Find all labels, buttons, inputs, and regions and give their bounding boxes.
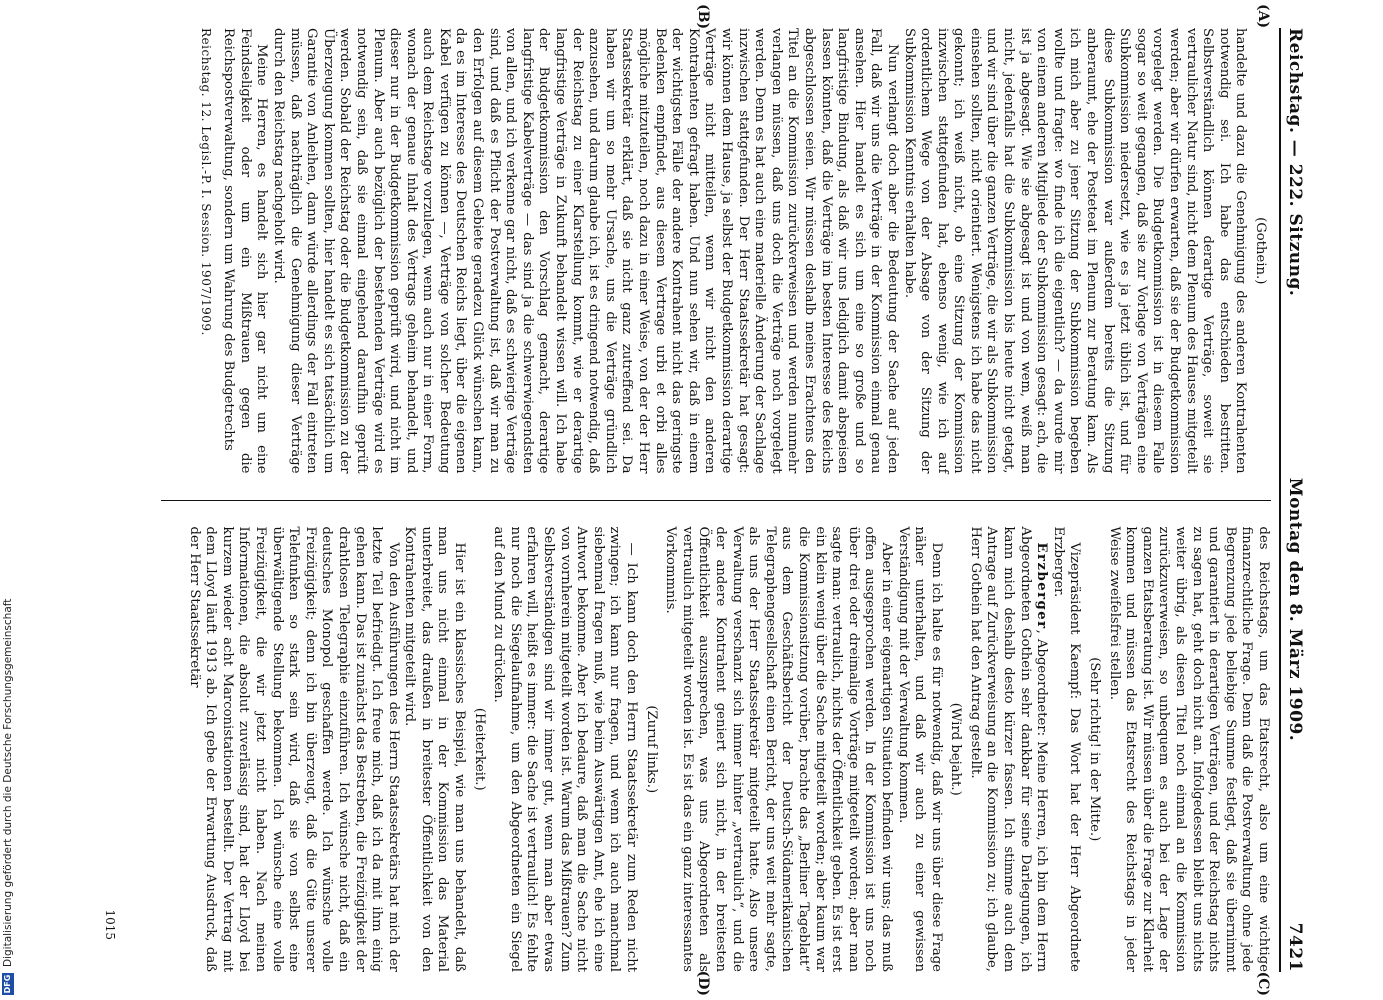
speaker-name: Erzberger — [1034, 542, 1050, 630]
interjection: (Wird bejaht.) — [948, 702, 964, 796]
speaker-paragraph — [966, 527, 1049, 973]
paragraph: — Ich kann doch den Herrn Staatssekretär zum Reden nicht zwingen; ich kann nur fragen, und wenn ich auch manchmal siebenmal fragen muß, wie beim Auswärtigen Amt, ehe ich eine Antwort bekomme. Aber ich bedaure, daß man die Sache nicht von vornherein mitgeteilt worden ist. Warum das Mißtrauen? Zum Selbstverständigen sind wir immer gut, wenn man aber etwas erfahren will, heißt es immer: die Sache ist vertraulich! Es fehlte nur noch die Siegelaufnahme, um den Abgeordneten ein Siegel auf den Mund zu drücken. — [491, 526, 640, 972]
sheet-number: 1015 — [103, 909, 117, 940]
paragraph: Denn ich halte es für notwendig, daß wir uns über diese Frage näher unterhalten, und daß wir auch zu einer gewissen Verständigung mit der Verwaltung kommen. — [895, 526, 944, 972]
document-page — [63, 0, 1323, 1000]
page-header — [1279, 28, 1305, 972]
right-column — [161, 526, 1271, 996]
paragraph: Von den Ausführungen des Herrn Staatssekretärs hat mich der letzte Teil befriedigt. Ich freue mich, daß ich da mit ihm einig gehen kann. Das ist zunächst das Bestreben, die Freizügigkeit der drahtlosen Telegraphie einzuführen. Ich wünsche nicht, daß ein deutsches Monopol geschaffen werde. Ich wünsche volle Freizügigkeit; denn ich bin überzeugt, daß die Güte unserer Telefunken so stark sein wird, daß sie von selbst eine überwältigende Stellung bekommen. Ich wünsche eine volle Freizügigkeit, die wir jetzt nicht haben. Nach meinen Informationen, die absolut zuverlässig sind, hat der Lloyd bei kurzem wieder acht Marconistationen bestellt. Der Vertrag mit dem Lloyd läuft 1913 ab. Ich gebe der Erwartung Ausdruck, daß der Herr Staatssekretär — [186, 526, 401, 972]
interjection: (Zuruf links.) — [643, 705, 659, 794]
interjection: (Sehr richtig! in der Mitte.) — [1087, 657, 1103, 842]
chair-announcement: Vizepräsident Kaempf: Das Wort hat der Herr Abgeordnete Erzberger. — [1050, 526, 1083, 972]
speaker-intro: , Abgeordneter: Meine Herren, ich bin dem Herrn Abgeordneten Gothein sehr dankbar für seine Darlegungen, ich kann mich deshalb desto kürzer fassen. Ich stimme auch dem Antrage auf Zurückverweisung an die Kommission zu; ich glaube, Herr Gothein hat den Antrag gestellt. — [967, 526, 1050, 972]
page-number: 7421 — [1285, 922, 1305, 972]
margin-mark-d: (D) — [695, 970, 711, 996]
paragraph: Nun verlangt doch aber die Bedeutung der Sache auf jeden Fall, daß wir uns die Verträge in der Kommission einmal genau ansehen. Hier handelt es sich um eine so große und so langfristige Bindung, als daß wir uns lediglich damit abspeisen lassen könnten, daß die Verträge im besten Interesse des Reichs abgeschlossen seien. Wir müssen deshalb meines Erachtens den Titel an die Kommission zurückverweisen und werden nunmehr verlangen müssen, daß uns doch die Verträge noch vorgelegt werden. Denn es hat auch eine materielle Änderung der Sachlage inzwischen stattgefunden. Der Herr Staatssekretär hat gesagt: wir können dem Hause, ja selbst der Budgetkommission derartige Verträge nicht mitteilen, wenn wir nicht den anderen Kontrahenten gefragt haben. Und nun sehen wir, daß in einem der wichtigsten Fälle der andere Kontrahent nicht das geringste Bedenken empfindet, aus diesem Vertrage urbi et orbi alles mögliche mitzuteilen, noch dazu in einer Weise, von der der Herr Staatssekretär erklärt, daß sie nicht ganz zutreffend sei. Da haben wir um so mehr Ursache, uns die Verträge gründlich anzusehen, und darum glaube ich, ist es dringend notwendig, daß der Reichstag zu einer Klarstellung kommt, wie er derartige langfristige Verträge in Zukunft behandelt wissen will. Ich habe der Budgetkommission den Vorschlag gemacht, derartige langfristige Kabelverträge — das sind ja die schwerwiegendsten von allen, und ich verkenne gar nicht, daß es schwierige Verträge sind, und daß es Pflicht der Postverwaltung ist, daß wir man zu den Erfolgen auf diesem Gebiete geradezu Glück wünschen kann, da es im Interesse des Deutschen Reichs liegt, über die eigenen Kabel verfügen zu können —, Verträge von solcher Bedeutung auch dem Reichstage vorzulegen, wenn auch nur in einer Form, wonach der genaue Inhalt des Vertrags geheim behandelt, und dieser nur in der Budgetkommission geprüft wird, und nicht im Plenum. Aber auch bezüglich der bestehenden Verträge wird es notwendig sein, daß sie einmal eingehend daraufhin geprüft werden. Sobald der Reichstag oder die Budgetkommission zu der Überzeugung kommen sollten, hier handelt es sich tatsächlich um Garantie von Anleihen, dann würde allerdings der Fall eintreten müssen, daß nachträglich die Genehmigung dieser Verträge durch den Reichstag nachgeholt wird. — [270, 28, 900, 474]
column-divider — [161, 500, 1271, 501]
digitization-note: Digitalisierung gefördert durch die Deutsche Forschungsgemeinschaft — [2, 598, 14, 967]
paragraph: des Reichstags, um das Etatsrecht, also um eine wichtige finanzrechtliche Frage. Denn daß die Postverwaltung ohne jede Begrenzung jede beliebige Summe festlegt, daß sie übernimmt und garantiert in derartigen Verträgen, und der Reichstag nichts zu sagen hat, geht doch nicht an. Infolgedessen bleibt uns nichts weiter übrig, als diesen Titel noch einmal an die Kommission zurückzuverweisen, so unbequem es auch bei der Lage der ganzen Etatsberatung ist. Wir müssen über die Frage zur Klarheit kommen und müssen das Etatsrecht des Reichstags in jeder Weise zweifelsfrei stellen. — [1106, 526, 1271, 972]
paragraph: Hier ist ein klassisches Beispiel, wie man uns behandelt, daß man uns nicht einmal in der Kommission das Material unterbreitet, das draußen in breitester Öffentlichkeit von den Kontrahenten mitgeteilt wird. — [402, 526, 468, 972]
interjection: (Heiterkeit.) — [471, 707, 487, 791]
paragraph: Aber in einer eigenartigen Situation befinden wir uns; das muß offen ausgesprochen werden. In der Kommission ist uns noch über drei oder dreimalige Vorträge mitgeteilt worden; aber man sagte man: vertraulich, nichts der Öffentlichkeit geben. Es ist erst ein klein wenig über die Sache mitgeteilt worden; aber kaum war die Kommissionsitzung vorüber, brachte das „Berliner Tageblatt“ aus dem Geschäftsbericht der Deutsch-Südamerikanischen Telegraphengesellschaft einen Bericht, der uns weit mehr sagte, als uns der Herr Staatssekretär mitgeteilt hatte. Also unsere Verwaltung verschanzt sich immer hinter „vertraulich“, und die der andere Kontrahent geniert sich nicht, in der breitesten Öffentlichkeit auszusprechen, was uns Abgeordneten als vertraulich mitgeteilt worden ist. Es ist das ein ganz interessantes Vorkommnis. — [663, 526, 894, 972]
header-date: Montag den 8. März 1909. — [1285, 477, 1305, 742]
paragraph: Meine Herren, es handelt sich hier gar nicht um eine Feindseligkeit oder um ein Mißtrauen gegen die Reichspostverwaltung, sondern um Wahrung des Budgetrechts — [221, 28, 270, 474]
session-footer: Reichstag. 12. Legisl.-P. I. Session. 1907/1909. — [198, 28, 213, 336]
margin-mark-b: (B) — [695, 4, 711, 30]
margin-mark-a: (A) — [1255, 4, 1271, 29]
header-left: Reichstag. — 222. Sitzung. — [1285, 28, 1305, 297]
margin-mark-c: (C) — [1255, 971, 1271, 996]
paragraph: handelte und dazu die Genehmigung des anderen Kontrahenten notwendig sei. Ich habe das entschieden bestritten. Selbstverständlich können derartige Verträge, soweit sie vertraulicher Natur sind, nicht dem Plenum des Hauses mitgeteilt werden; aber wir dürfen erwarten, daß sie der Budgetkommission vorgelegt werden. Die Budgetkommission ist in diesem Falle sogar so weit gegangen, daß sie zur Vorlage von Verträgen eine Subkommission niedersetzt, wie es ja jetzt üblich ist, und für diese Subkommission war außerdem bereits die Sitzung anberaumt, ehe der Posteteat im Plenum zur Beratung kam. Als ich mich aber zu jener Sitzung der Subkommission begeben wollte und fragte: wo finde ich die eigentlich? — da wurde mir von einem anderen Mitgliede der Subkommission gesagt: ach, die ist ja abgesagt. Wie sie abgesagt ist und von wem, weiß man nicht, jedenfalls hat die Subkommission bis heute nicht getagt, und wir sind über die ganzen Verträge, die wir als Subkommission einsehen sollten, nicht orientiert. Wenigstens ich habe das nicht gekonnt; ich weiß nicht, ob eine Sitzung der Kommission inzwischen stattgefunden hat, ebenso wenig, wie ich auf ordentlichem Wege von der Absage von der Sitzung der Subkommission Kenntnis erhalten habe. — [901, 28, 1249, 474]
dfg-logo-icon: DFG — [3, 974, 12, 994]
digitization-strip — [2, 599, 14, 995]
speaker-continued: (Gothein.) — [1253, 217, 1268, 285]
left-column — [161, 4, 1271, 474]
